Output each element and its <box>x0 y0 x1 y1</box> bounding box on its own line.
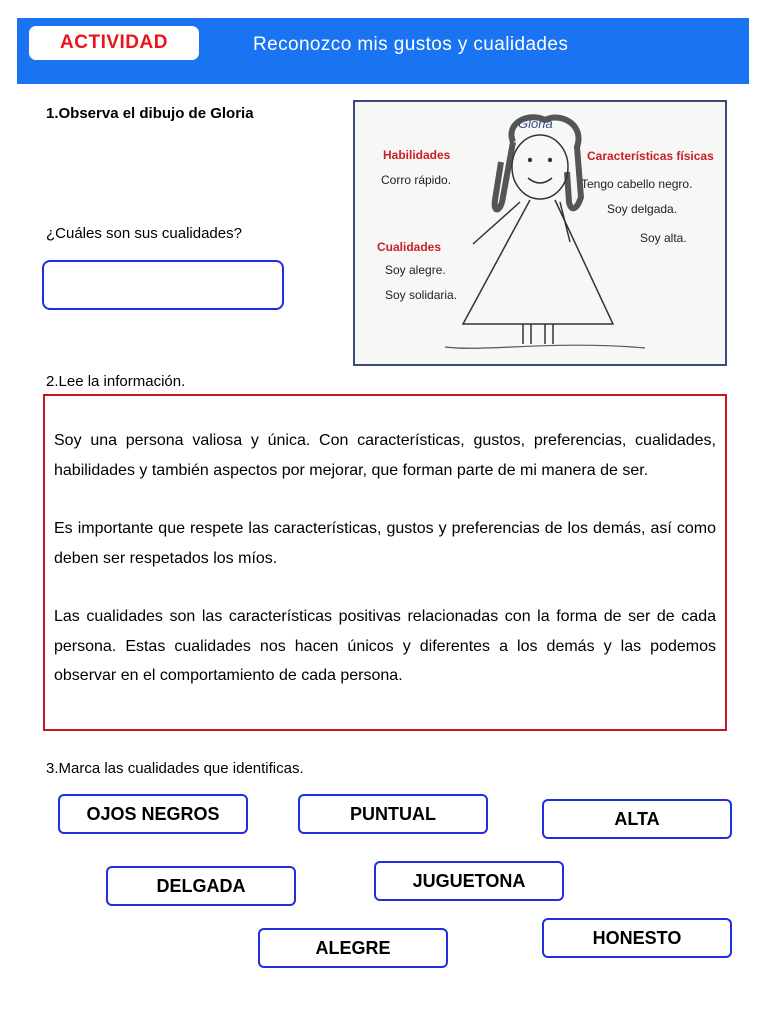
instruction-2: 2.Lee la información. <box>46 373 186 390</box>
activity-badge: ACTIVIDAD <box>29 26 199 60</box>
info-paragraph: Es importante que respete las características, gustos y preferencias de los demás, así como deben ser respetados los míos. <box>54 520 716 567</box>
caracteristicas-heading: Características físicas <box>587 149 714 163</box>
caracteristica-item: Soy delgada. <box>607 202 678 216</box>
cualidad-item: Soy alegre. <box>385 263 446 277</box>
option-puntual[interactable]: PUNTUAL <box>298 794 488 834</box>
gloria-drawing <box>353 100 727 366</box>
option-alegre[interactable]: ALEGRE <box>258 928 448 968</box>
info-paragraph: Las cualidades son las características positivas relacionadas con la forma de ser de cada persona. Estas cualidades nos hacen únicos y diferentes a los demás y las podemos observar en el comportamiento de cada persona. <box>54 608 716 684</box>
drawing-title: Gloria <box>518 116 553 131</box>
option-delgada[interactable]: DELGADA <box>106 866 296 906</box>
option-ojos-negros[interactable]: OJOS NEGROS <box>58 794 248 834</box>
cualidades-heading: Cualidades <box>377 240 442 254</box>
caracteristica-item: Soy alta. <box>640 231 687 245</box>
option-juguetona[interactable]: JUGUETONA <box>374 861 564 901</box>
instruction-3: 3.Marca las cualidades que identificas. <box>46 760 304 777</box>
answer-box[interactable] <box>42 260 284 310</box>
habilidad-item: Corro rápido. <box>381 173 452 187</box>
info-box <box>43 394 727 731</box>
instruction-1: 1.Observa el dibujo de Gloria <box>46 105 254 122</box>
header-banner <box>17 18 749 84</box>
question-cualidades: ¿Cuáles son sus cualidades? <box>46 225 242 242</box>
option-honesto[interactable]: HONESTO <box>542 918 732 958</box>
page-title: Reconozco mis gustos y cualidades <box>253 34 569 55</box>
caracteristica-item: Tengo cabello negro. <box>581 177 693 191</box>
info-paragraph: Soy una persona valiosa y única. Con características, gustos, preferencias, cualidades, habilidades y también aspectos por mejorar, que forman parte de mi manera de ser. <box>54 432 716 479</box>
option-alta[interactable]: ALTA <box>542 799 732 839</box>
cualidad-item: Soy solidaria. <box>385 288 458 302</box>
habilidades-heading: Habilidades <box>383 148 451 162</box>
